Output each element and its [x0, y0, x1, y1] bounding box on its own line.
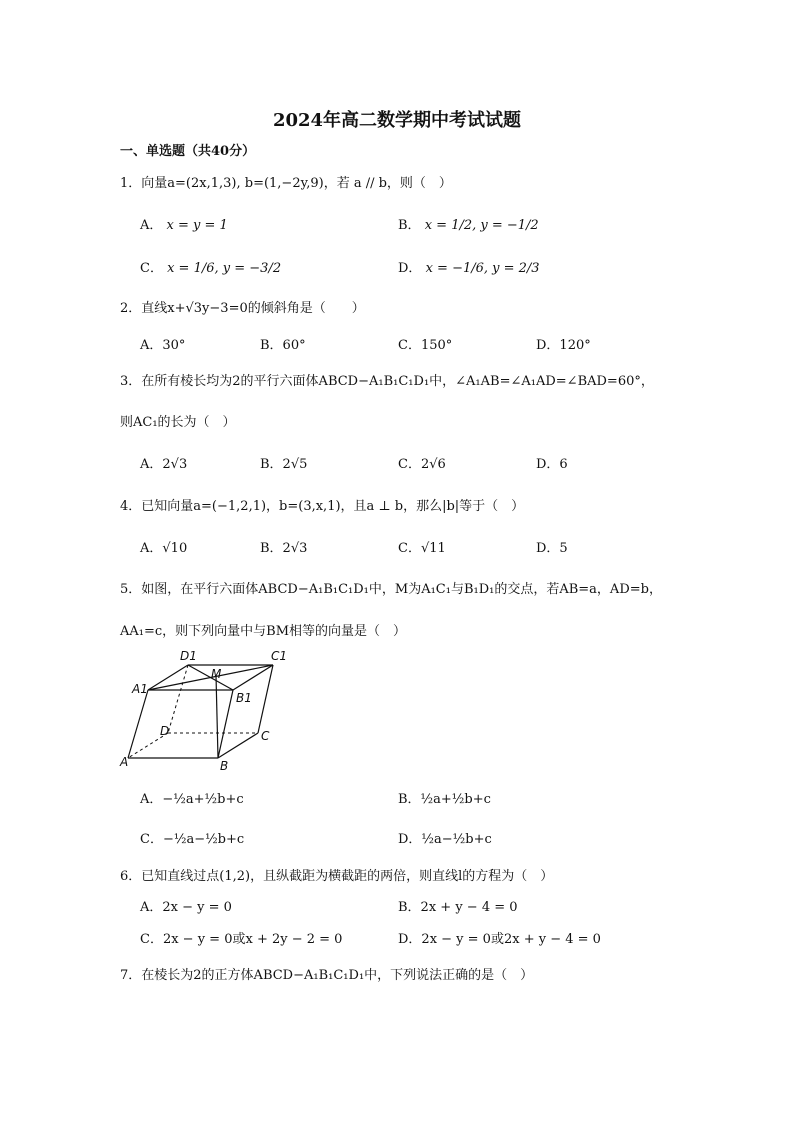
label-a1: A1 [132, 682, 148, 696]
question-number: 5． [120, 582, 142, 597]
question-number: 7． [120, 968, 142, 983]
q5-option-b: B．½a+½b+c [398, 792, 491, 807]
parallelepiped-figure [118, 648, 298, 773]
question-number: 2． [120, 301, 142, 316]
q4-option-d: D．5 [536, 541, 568, 556]
question-6-stem [120, 865, 553, 884]
q4-option-a: A．√10 [140, 541, 188, 556]
q2-option-a: A．30° [140, 338, 186, 353]
q6-option-d: D．2x − y = 0或2x + y − 4 = 0 [398, 932, 601, 947]
label-d1: D1 [180, 649, 197, 663]
q6-option-a: A．2x − y = 0 [140, 900, 232, 915]
question-text: 在棱长为2的正方体ABCD−A₁B₁C₁D₁中，下列说法正确的是（ ） [141, 968, 534, 983]
option-letter: B． [398, 218, 421, 233]
question-number: 4． [120, 499, 142, 514]
q1-option-b [398, 214, 539, 233]
question-7-stem [120, 964, 533, 983]
option-letter: D． [398, 261, 422, 276]
question-text: 在所有棱长均为2的平行六面体ABCD−A₁B₁C₁D₁中，∠A₁AB=∠A₁AD=∠BAD=60°， [141, 374, 654, 389]
q4-option-c: C．√11 [398, 541, 446, 556]
q2-option-c: C．150° [398, 338, 453, 353]
question-number: 1． [120, 176, 142, 191]
q3-option-c: C．2√6 [398, 457, 446, 472]
question-text: 如图，在平行六面体ABCD−A₁B₁C₁D₁中，M为A₁C₁与B₁D₁的交点，若AB=a，AD=b， [141, 582, 662, 597]
label-c: C [261, 729, 270, 743]
q1-option-a [140, 214, 228, 233]
label-a: A [120, 755, 129, 769]
q5-option-a: A．−½a+½b+c [140, 792, 244, 807]
option-text: x = 1/6, y = −3/2 [167, 261, 282, 276]
question-text: 已知直线过点(1,2)，且纵截距为横截距的两倍，则直线l的方程为（ ） [141, 869, 554, 884]
q3-option-b: B．2√5 [260, 457, 308, 472]
question-text: 直线x+√3y−3=0的倾斜角是（ ） [141, 301, 365, 316]
question-3-stem [120, 370, 654, 389]
label-d: D [160, 724, 170, 738]
question-1-stem [120, 172, 452, 191]
q1-option-d [398, 257, 540, 276]
q6-option-b: B．2x + y − 4 = 0 [398, 900, 518, 915]
q5-option-d: D．½a−½b+c [398, 832, 492, 847]
q6-option-c: C．2x − y = 0或x + 2y − 2 = 0 [140, 932, 343, 947]
option-text: x = y = 1 [166, 218, 228, 233]
label-b1: B1 [236, 691, 252, 705]
q2-option-b: B．60° [260, 338, 306, 353]
q3-option-a: A．2√3 [140, 457, 188, 472]
question-text: 已知向量a=(−1,2,1)，b=(3,x,1)，且a ⊥ b，那么|b|等于（ ） [141, 499, 525, 514]
q4-option-b: B．2√3 [260, 541, 308, 556]
question-5-stem-line2: AA₁=c，则下列向量中与BM相等的向量是（ ） [120, 624, 407, 639]
section-heading: 一、单选题（共40分） [120, 144, 256, 159]
question-3-stem-line2: 则AC₁的长为（ ） [120, 415, 236, 430]
q1-option-c [140, 257, 281, 276]
question-text: 向量a=(2x,1,3), b=(1,−2y,9)，若 a // b，则（ ） [141, 176, 452, 191]
page-title: 2024年高二数学期中考试试题 [272, 110, 522, 131]
q5-option-c: C．−½a−½b+c [140, 832, 245, 847]
question-number: 6． [120, 869, 142, 884]
label-m: M [211, 667, 222, 681]
option-text: x = 1/2, y = −1/2 [424, 218, 539, 233]
option-letter: A． [140, 218, 163, 233]
question-2-stem [120, 297, 365, 316]
option-text: x = −1/6, y = 2/3 [425, 261, 540, 276]
option-letter: C． [140, 261, 163, 276]
label-c1: C1 [271, 649, 288, 663]
q2-option-d: D．120° [536, 338, 591, 353]
question-5-stem [120, 578, 662, 597]
question-number: 3． [120, 374, 142, 389]
question-4-stem [120, 495, 524, 514]
label-b: B [220, 759, 229, 773]
q3-option-d: D．6 [536, 457, 568, 472]
